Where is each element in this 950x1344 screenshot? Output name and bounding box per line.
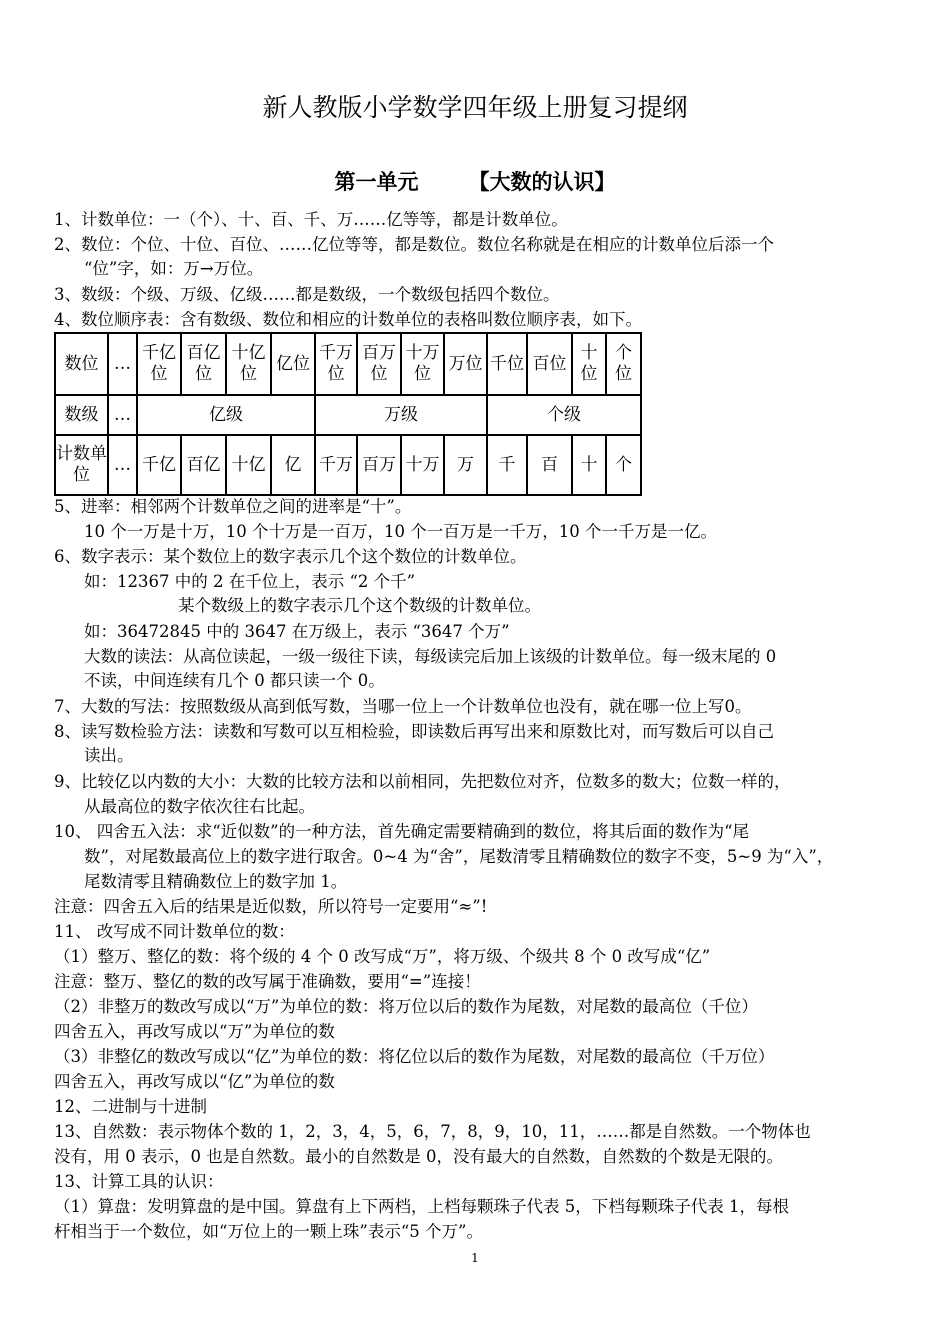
document-title: 新人教版小学数学四年级上册复习提纲 — [262, 93, 688, 122]
item-13b: 13、计算工具的认识： — [54, 1172, 224, 1191]
item-8: 8、读写数检验方法：读数和写数可以互相检验，即读数后再写出来和原数比对，而写数后可以自己 — [54, 722, 774, 741]
table-cell: 百万 — [357, 435, 401, 495]
unit-topic: 【大数的认识】 — [468, 170, 616, 194]
item-11-3-cont: 四舍五入，再改写成以“亿”为单位的数 — [54, 1072, 335, 1091]
item-9: 9、比较亿以内数的大小：大数的比较方法和以前相同，先把数位对齐，位数多的数大；位数一样的， — [54, 772, 791, 791]
table-cell: 十亿 — [226, 435, 271, 495]
item-11-2: （2）非整万的数改写成以“万”为单位的数：将万位以后的数作为尾数，对尾数的最高位（千位） — [54, 997, 758, 1016]
table-cell: 十亿位 — [226, 333, 271, 395]
item-11-3: （3）非整亿的数改写成以“亿”为单位的数：将亿位以后的数作为尾数，对尾数的最高位（千万位） — [54, 1047, 775, 1066]
table-cell: 亿级 — [137, 395, 315, 435]
item-9-cont: 从最高位的数字依次往右比起。 — [84, 797, 315, 816]
table-cell: 亿 — [271, 435, 315, 495]
item-8-cont: 读出。 — [84, 746, 134, 765]
item-6-reading: 大数的读法：从高位读起，一级一级往下读，每级读完后加上该级的计数单位。每一级末尾的 0 — [84, 647, 777, 666]
item-6: 6、数字表示：某个数位上的数字表示几个这个数位的计数单位。 — [54, 547, 527, 566]
table-cell: 十万 — [401, 435, 444, 495]
note-exact: 注意：整万、整亿的数的改写属于准确数，要用“=”连接！ — [54, 972, 481, 991]
item-6-level-rule: 某个数级上的数字表示几个这个数级的计数单位。 — [178, 596, 541, 615]
table-cell: … — [108, 395, 137, 435]
table-cell: 万位 — [444, 333, 487, 395]
item-13-cont: 没有，用 0 表示，0 也是自然数。最小的自然数是 0，没有最大的自然数，自然数的个数是无限的。 — [54, 1147, 783, 1166]
item-13b-1-cont: 杆相当于一个数位，如“万位上的一颗上珠”表示“5 个万”。 — [54, 1222, 483, 1241]
unit-name: 第一单元 — [334, 170, 419, 194]
table-cell: 百 — [527, 435, 572, 495]
item-10: 10、 四舍五入法：求“近似数”的一种方法，首先确定需要精确到的数位，将其后面的数作为“尾 — [54, 822, 750, 841]
table-cell: 千亿位 — [137, 333, 181, 395]
table-cell: 千万位 — [315, 333, 357, 395]
table-cell: 百位 — [527, 333, 572, 395]
place-value-table — [54, 332, 642, 496]
item-7: 7、大数的写法：按照数级从高到低写数，当哪一位上一个计数单位也没有，就在哪一位上写0。 — [54, 697, 752, 716]
table-cell: 个 — [606, 435, 641, 495]
item-5: 5、进率：相邻两个计数单位之间的进率是“十”。 — [54, 497, 412, 516]
table-cell: 十万位 — [401, 333, 444, 395]
table-cell: 百亿 — [181, 435, 226, 495]
item-10-cont-2: 尾数清零且精确数位上的数字加 1。 — [84, 872, 348, 891]
table-cell: 计数单位 — [55, 435, 108, 495]
table-cell: … — [108, 435, 137, 495]
item-10-cont-1: 数”，对尾数最高位上的数字进行取舍。0~4 为“舍”，尾数清零且精确数位的数字不变，5~9 为“入”， — [84, 847, 834, 866]
item-1: 1、计数单位：一（个）、十、百、千、万……亿等等，都是计数单位。 — [54, 210, 568, 229]
table-cell: 千 — [487, 435, 527, 495]
table-row-place — [55, 333, 641, 395]
table-cell: 数位 — [55, 333, 108, 395]
unit-heading — [0, 166, 950, 196]
table-cell: 万级 — [315, 395, 487, 435]
item-6-reading-cont: 不读，中间连续有几个 0 都只读一个 0。 — [84, 671, 385, 690]
table-cell: 数级 — [55, 395, 108, 435]
table-cell: … — [108, 333, 137, 395]
table-cell: 千位 — [487, 333, 527, 395]
table-cell: 千亿 — [137, 435, 181, 495]
item-13: 13、自然数：表示物体个数的 1，2，3，4，5，6，7，8，9，10，11，……都是自然数。一个物体也 — [54, 1122, 811, 1141]
table-cell: 百万位 — [357, 333, 401, 395]
item-2: 2、数位：个位、十位、百位、……亿位等等，都是数位。数位名称就是在相应的计数单位后添一个 — [54, 235, 774, 254]
item-11-2-cont: 四舍五入，再改写成以“万”为单位的数 — [54, 1022, 335, 1041]
table-cell: 十位 — [572, 333, 606, 395]
item-6-example-2: 如：36472845 中的 3647 在万级上，表示 “3647 个万” — [84, 622, 510, 641]
page-number: 1 — [471, 1251, 479, 1265]
table-cell: 个位 — [606, 333, 641, 395]
table-cell: 万 — [444, 435, 487, 495]
item-11-1: （1）整万、整亿的数：将个级的 4 个 0 改写成“万”，将万级、个级共 8 个 0 改写成“亿” — [54, 947, 711, 966]
table-cell: 百亿位 — [181, 333, 226, 395]
table-row-unit — [55, 435, 641, 495]
table-cell: 千万 — [315, 435, 357, 495]
item-5-cont: 10 个一万是十万，10 个十万是一百万，10 个一百万是一千万，10 个一千万是一亿。 — [84, 522, 717, 541]
item-2-cont: “位”字，如：万→万位。 — [84, 259, 264, 278]
item-6-example-1: 如：12367 中的 2 在千位上，表示 “2 个千” — [84, 572, 416, 591]
table-cell: 十 — [572, 435, 606, 495]
item-4: 4、数位顺序表：含有数级、数位和相应的计数单位的表格叫数位顺序表，如下。 — [54, 310, 642, 329]
note-rounding: 注意：四舍五入后的结果是近似数，所以符号一定要用“≈”! — [54, 897, 488, 916]
table-cell: 亿位 — [271, 333, 315, 395]
item-11: 11、 改写成不同计数单位的数： — [54, 922, 295, 941]
table-cell: 个级 — [487, 395, 641, 435]
item-12: 12、二进制与十进制 — [54, 1097, 207, 1116]
item-13b-1: （1）算盘：发明算盘的是中国。算盘有上下两档，上档每颗珠子代表 5，下档每颗珠子代表 1，每根 — [54, 1197, 789, 1216]
table-row-level — [55, 395, 641, 435]
item-3: 3、数级：个级、万级、亿级……都是数级，一个数级包括四个数位。 — [54, 285, 560, 304]
